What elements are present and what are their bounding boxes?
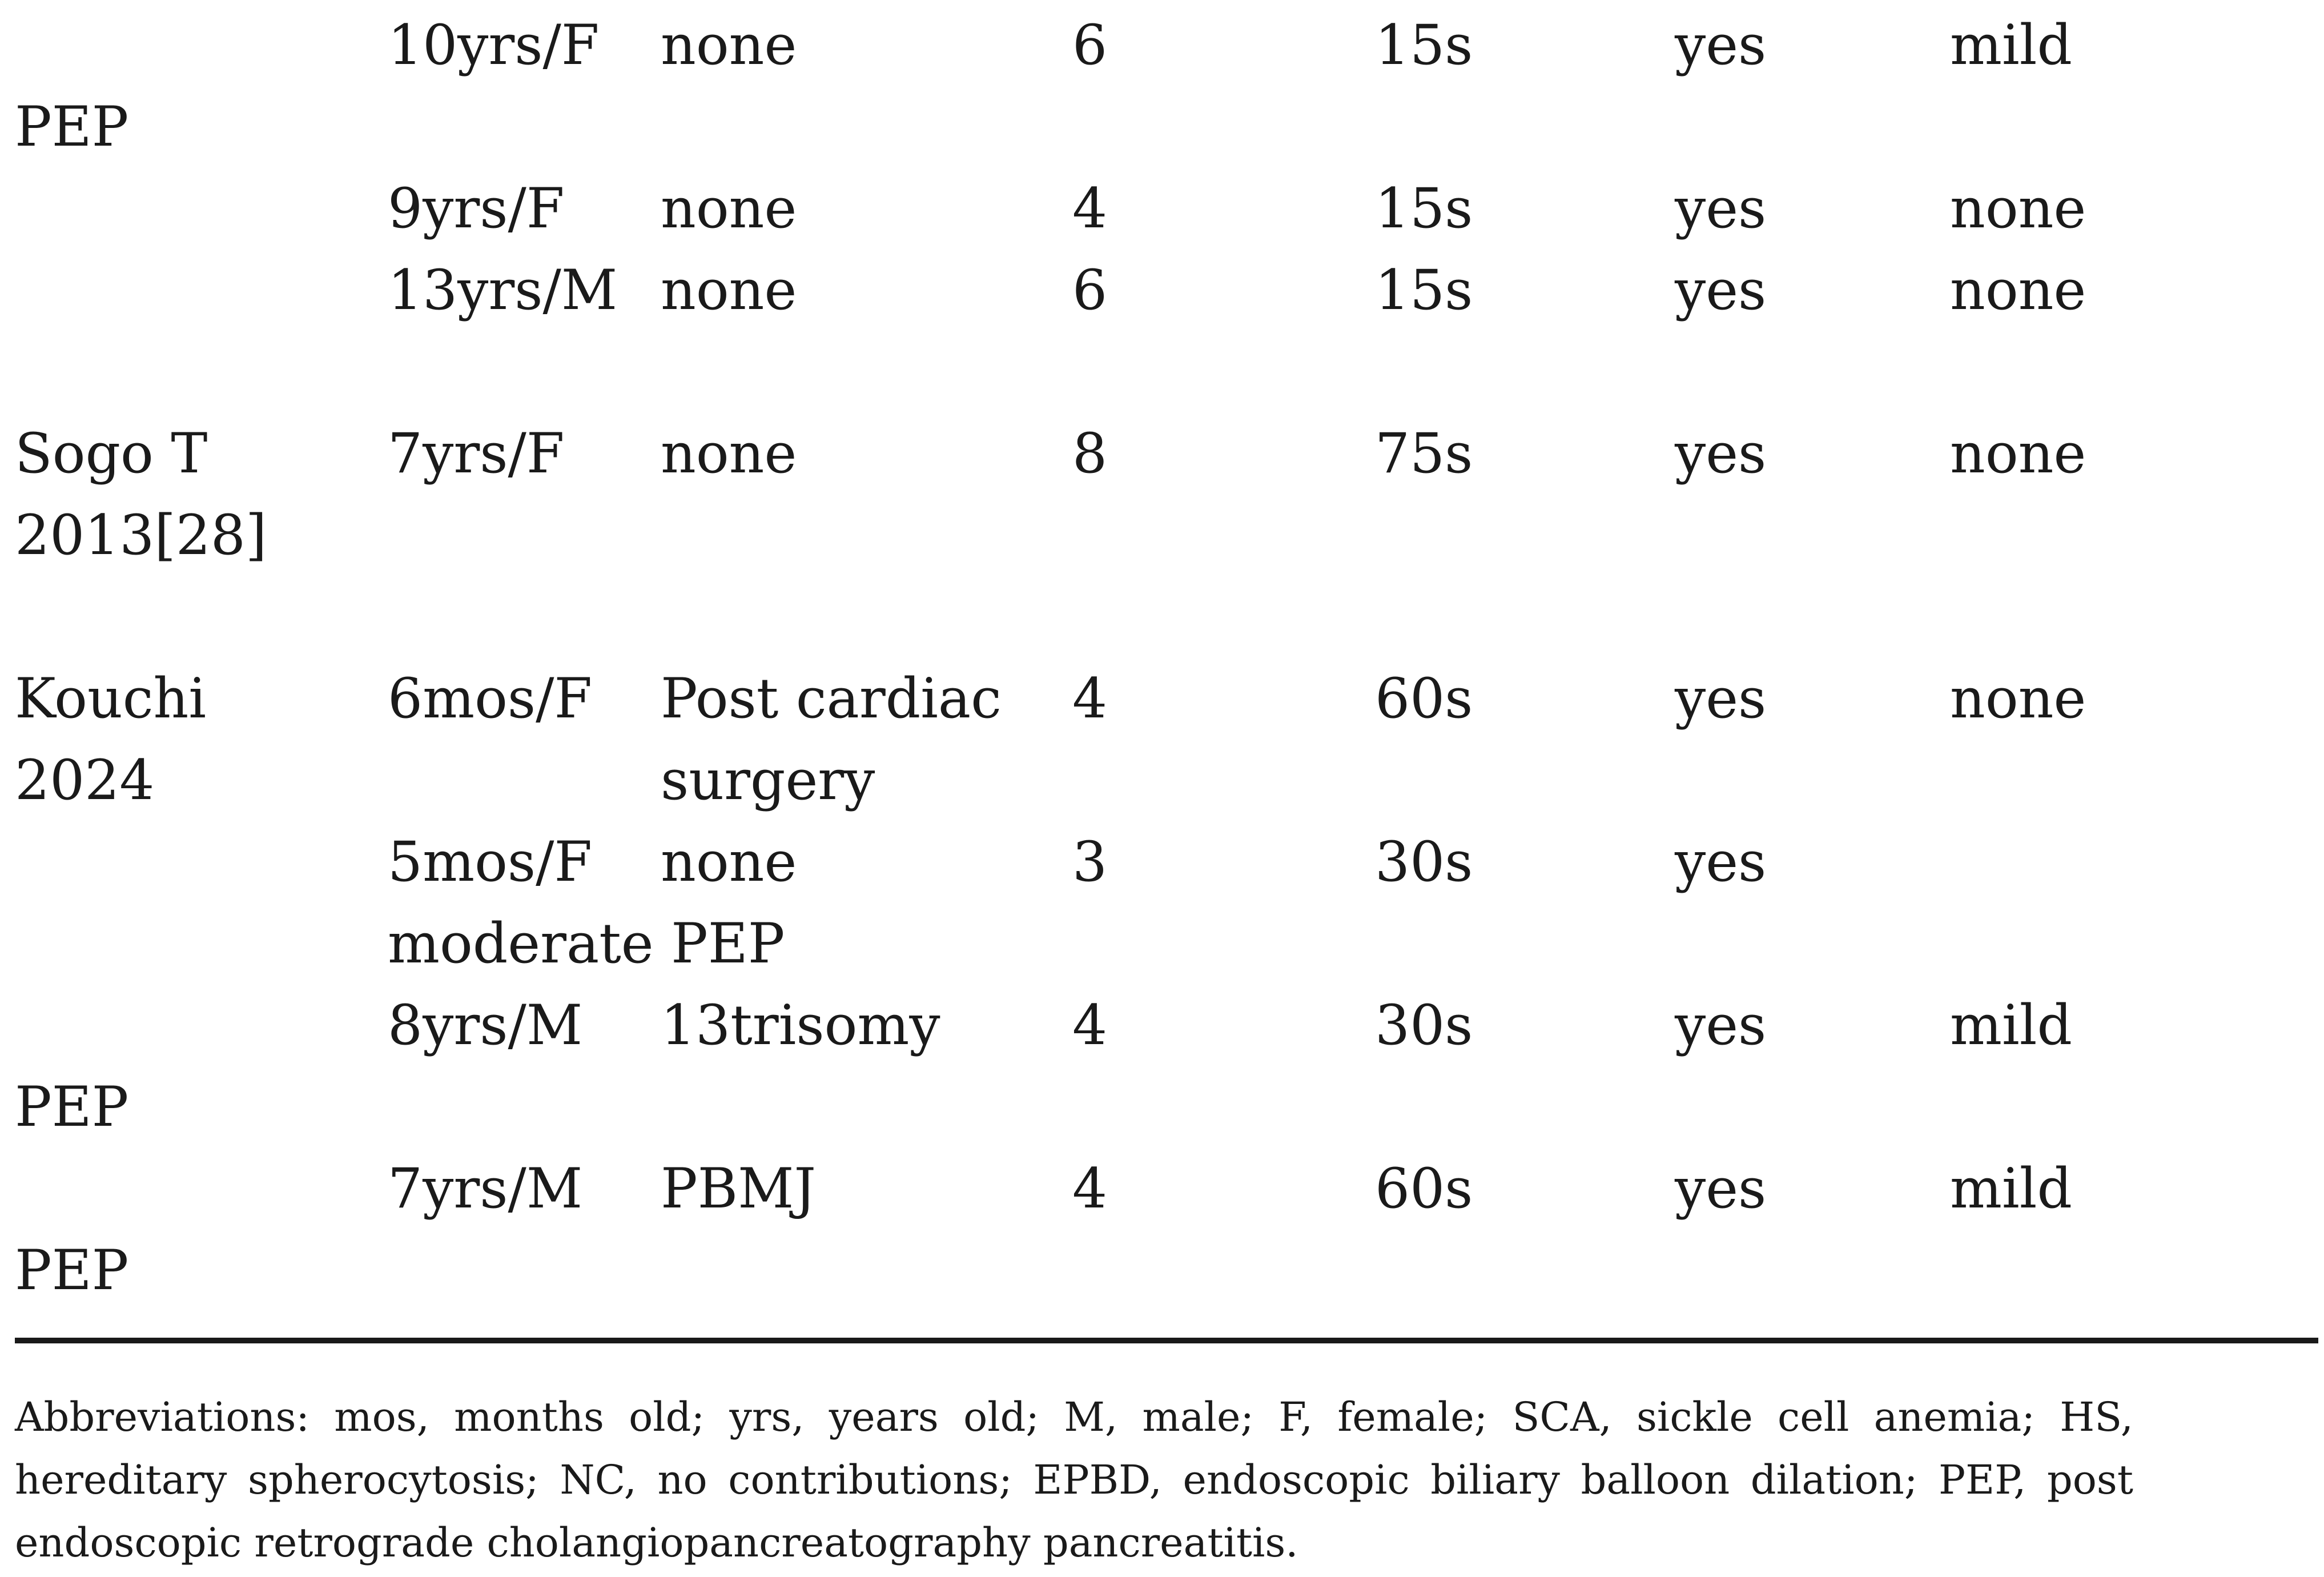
table-bottom-rule — [15, 1338, 2318, 1343]
cell-study: 2024 — [15, 748, 155, 812]
cell-comorbidity: none — [661, 258, 797, 322]
cell-diameter: 4 — [1072, 176, 1108, 240]
table-row — [0, 903, 2324, 985]
cell-success: yes — [1675, 258, 1767, 322]
cell-comorbidity: PBMJ — [661, 1157, 816, 1221]
cell-duration: 15s — [1375, 13, 1473, 77]
cell-diameter: 6 — [1072, 258, 1108, 322]
cell-diameter: 4 — [1072, 993, 1108, 1057]
cell-study: Kouchi — [15, 667, 207, 731]
cell-adverse-event: none — [1950, 422, 2086, 485]
table-row — [0, 331, 2324, 413]
cell-duration: 75s — [1375, 422, 1473, 485]
cell-diameter: 6 — [1072, 13, 1108, 77]
cell-success: yes — [1675, 830, 1767, 894]
cell-comorbidity: none — [661, 176, 797, 240]
abbreviations-footnote: Abbreviations: mos, months old; yrs, years old; M, male; F, female; SCA, sickle cell anemia; HS, hereditary spherocytosis; NC, no contributions; EPBD, endoscopic biliary balloon dilation; PEP, post endoscopic retrograde cholangiopancreatography pancreatitis. — [15, 1394, 2133, 1566]
cell-adverse-event: none — [1950, 258, 2086, 322]
cell-duration: 15s — [1375, 176, 1473, 240]
table-row — [0, 495, 2324, 576]
cell-adverse-event: none — [1950, 667, 2086, 731]
cell-comorbidity: 13trisomy — [661, 993, 940, 1057]
cell-patient: 10yrs/F — [388, 13, 600, 77]
cell-diameter: 4 — [1072, 667, 1108, 731]
cell-study: PEP — [15, 1238, 129, 1302]
cell-adverse-event: mild — [1950, 13, 2072, 77]
cell-patient: 7yrs/F — [388, 422, 565, 485]
cell-diameter: 8 — [1072, 422, 1108, 485]
table-row — [0, 576, 2324, 658]
cell-comorbidity: surgery — [661, 748, 875, 812]
table-row — [0, 413, 2324, 495]
table-row — [0, 658, 2324, 740]
table-row — [0, 1066, 2324, 1148]
cell-success: yes — [1675, 176, 1767, 240]
cell-success: yes — [1675, 993, 1767, 1057]
cell-adverse-event: mild — [1950, 993, 2072, 1057]
table-row — [0, 1230, 2324, 1311]
cell-comorbidity: Post cardiac — [661, 667, 1002, 731]
cell-study: PEP — [15, 95, 129, 159]
table-row — [0, 86, 2324, 168]
table-row — [0, 985, 2324, 1066]
cell-comorbidity: none — [661, 422, 797, 485]
cell-study: Sogo T — [15, 422, 208, 485]
cell-patient: 8yrs/M — [388, 993, 583, 1057]
cell-patient: 7yrs/M — [388, 1157, 583, 1221]
table-row — [0, 168, 2324, 250]
cell-adverse-event: none — [1950, 176, 2086, 240]
cell-success: yes — [1675, 13, 1767, 77]
table-row — [0, 821, 2324, 903]
cell-comorbidity: none — [661, 13, 797, 77]
cell-success: yes — [1675, 667, 1767, 731]
cell-duration: 30s — [1375, 993, 1473, 1057]
cell-success: yes — [1675, 422, 1767, 485]
cell-patient: moderate PEP — [388, 912, 785, 976]
table-row — [0, 1148, 2324, 1230]
cell-diameter: 3 — [1072, 830, 1108, 894]
cell-duration: 60s — [1375, 667, 1473, 731]
table-row — [0, 740, 2324, 821]
table-row — [0, 250, 2324, 331]
cell-adverse-event: mild — [1950, 1157, 2072, 1221]
cell-diameter: 4 — [1072, 1157, 1108, 1221]
cell-duration: 60s — [1375, 1157, 1473, 1221]
cell-patient: 13yrs/M — [388, 258, 618, 322]
cell-patient: 9yrs/F — [388, 176, 565, 240]
cell-study: PEP — [15, 1075, 129, 1139]
cell-success: yes — [1675, 1157, 1767, 1221]
cell-patient: 6mos/F — [388, 667, 593, 731]
cell-patient: 5mos/F — [388, 830, 593, 894]
cell-duration: 15s — [1375, 258, 1473, 322]
cell-comorbidity: none — [661, 830, 797, 894]
cell-duration: 30s — [1375, 830, 1473, 894]
table-row — [0, 5, 2324, 86]
cell-study: 2013[28] — [15, 503, 267, 567]
